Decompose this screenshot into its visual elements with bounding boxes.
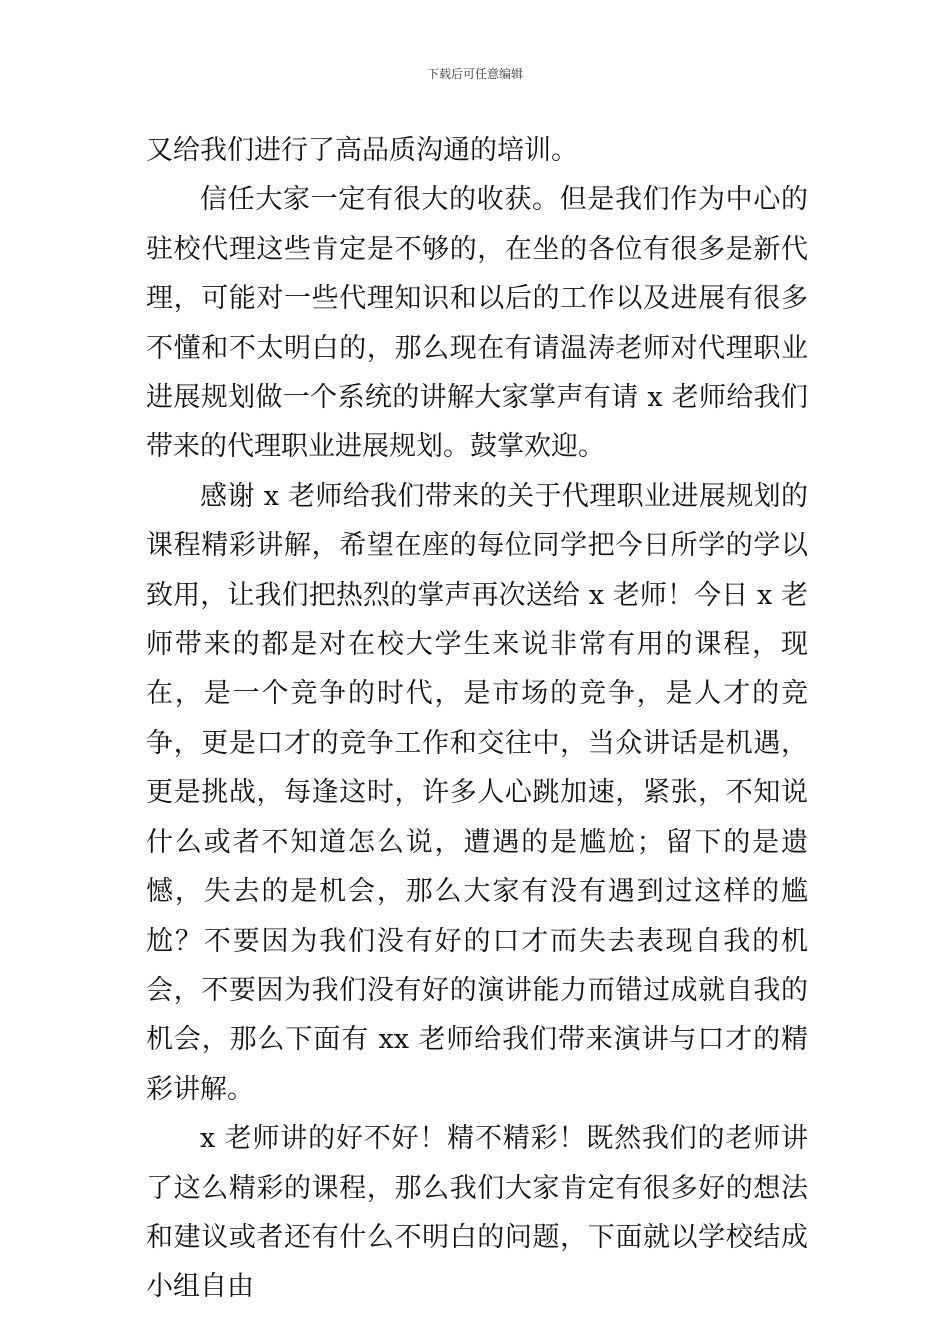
paragraph-thanks-and-speech: 感谢 x 老师给我们带来的关于代理职业进展规划的课程精彩讲解，希望在座的每位同学把今日所学的学以致用，让我们把热烈的掌声再次送给 x 老师！今日 x 老师带来的都是对在校大学生来说非常有用的课程，现在，是一个竞争的时代，是市场的竞争，是人才的竞争，更是口才的竞争工作和交往中，当众讲话是机遇，更是挑战，每逢这时，许多人心跳加速，紧张，不知说什么或者不知道怎么说，遭遇的是尴尬；留下的是遗憾，失去的是机会，那么大家有没有遇到过这样的尴尬？不要因为我们没有好的口才而失去表现自我的机会，不要因为我们没有好的演讲能力而错过成就自我的机会，那么下面有 xx 老师给我们带来演讲与口才的精彩讲解。	[146, 480, 808, 1105]
paragraph-discussion: x 老师讲的好不好！精不精彩！既然我们的老师讲了这么精彩的课程，那么我们大家肯定有很多好的想法和建议或者还有什么不明白的问题，下面就以学校结成小组自由	[146, 1123, 808, 1303]
paragraph-continuation: 又给我们进行了高品质沟通的培训。	[146, 135, 578, 166]
header-note: 下载后可任意编辑	[426, 67, 523, 81]
document-body	[146, 126, 808, 1312]
paragraph-agent-intro: 信任大家一定有很大的收获。但是我们作为中心的驻校代理这些肯定是不够的，在坐的各位有很多是新代理，可能对一些代理知识和以后的工作以及进展有很多不懂和不太明白的，那么现在有请温涛老师对代理职业进展规划做一个系统的讲解大家掌声有请 x 老师给我们带来的代理职业进展规划。鼓掌欢迎。	[146, 184, 808, 463]
